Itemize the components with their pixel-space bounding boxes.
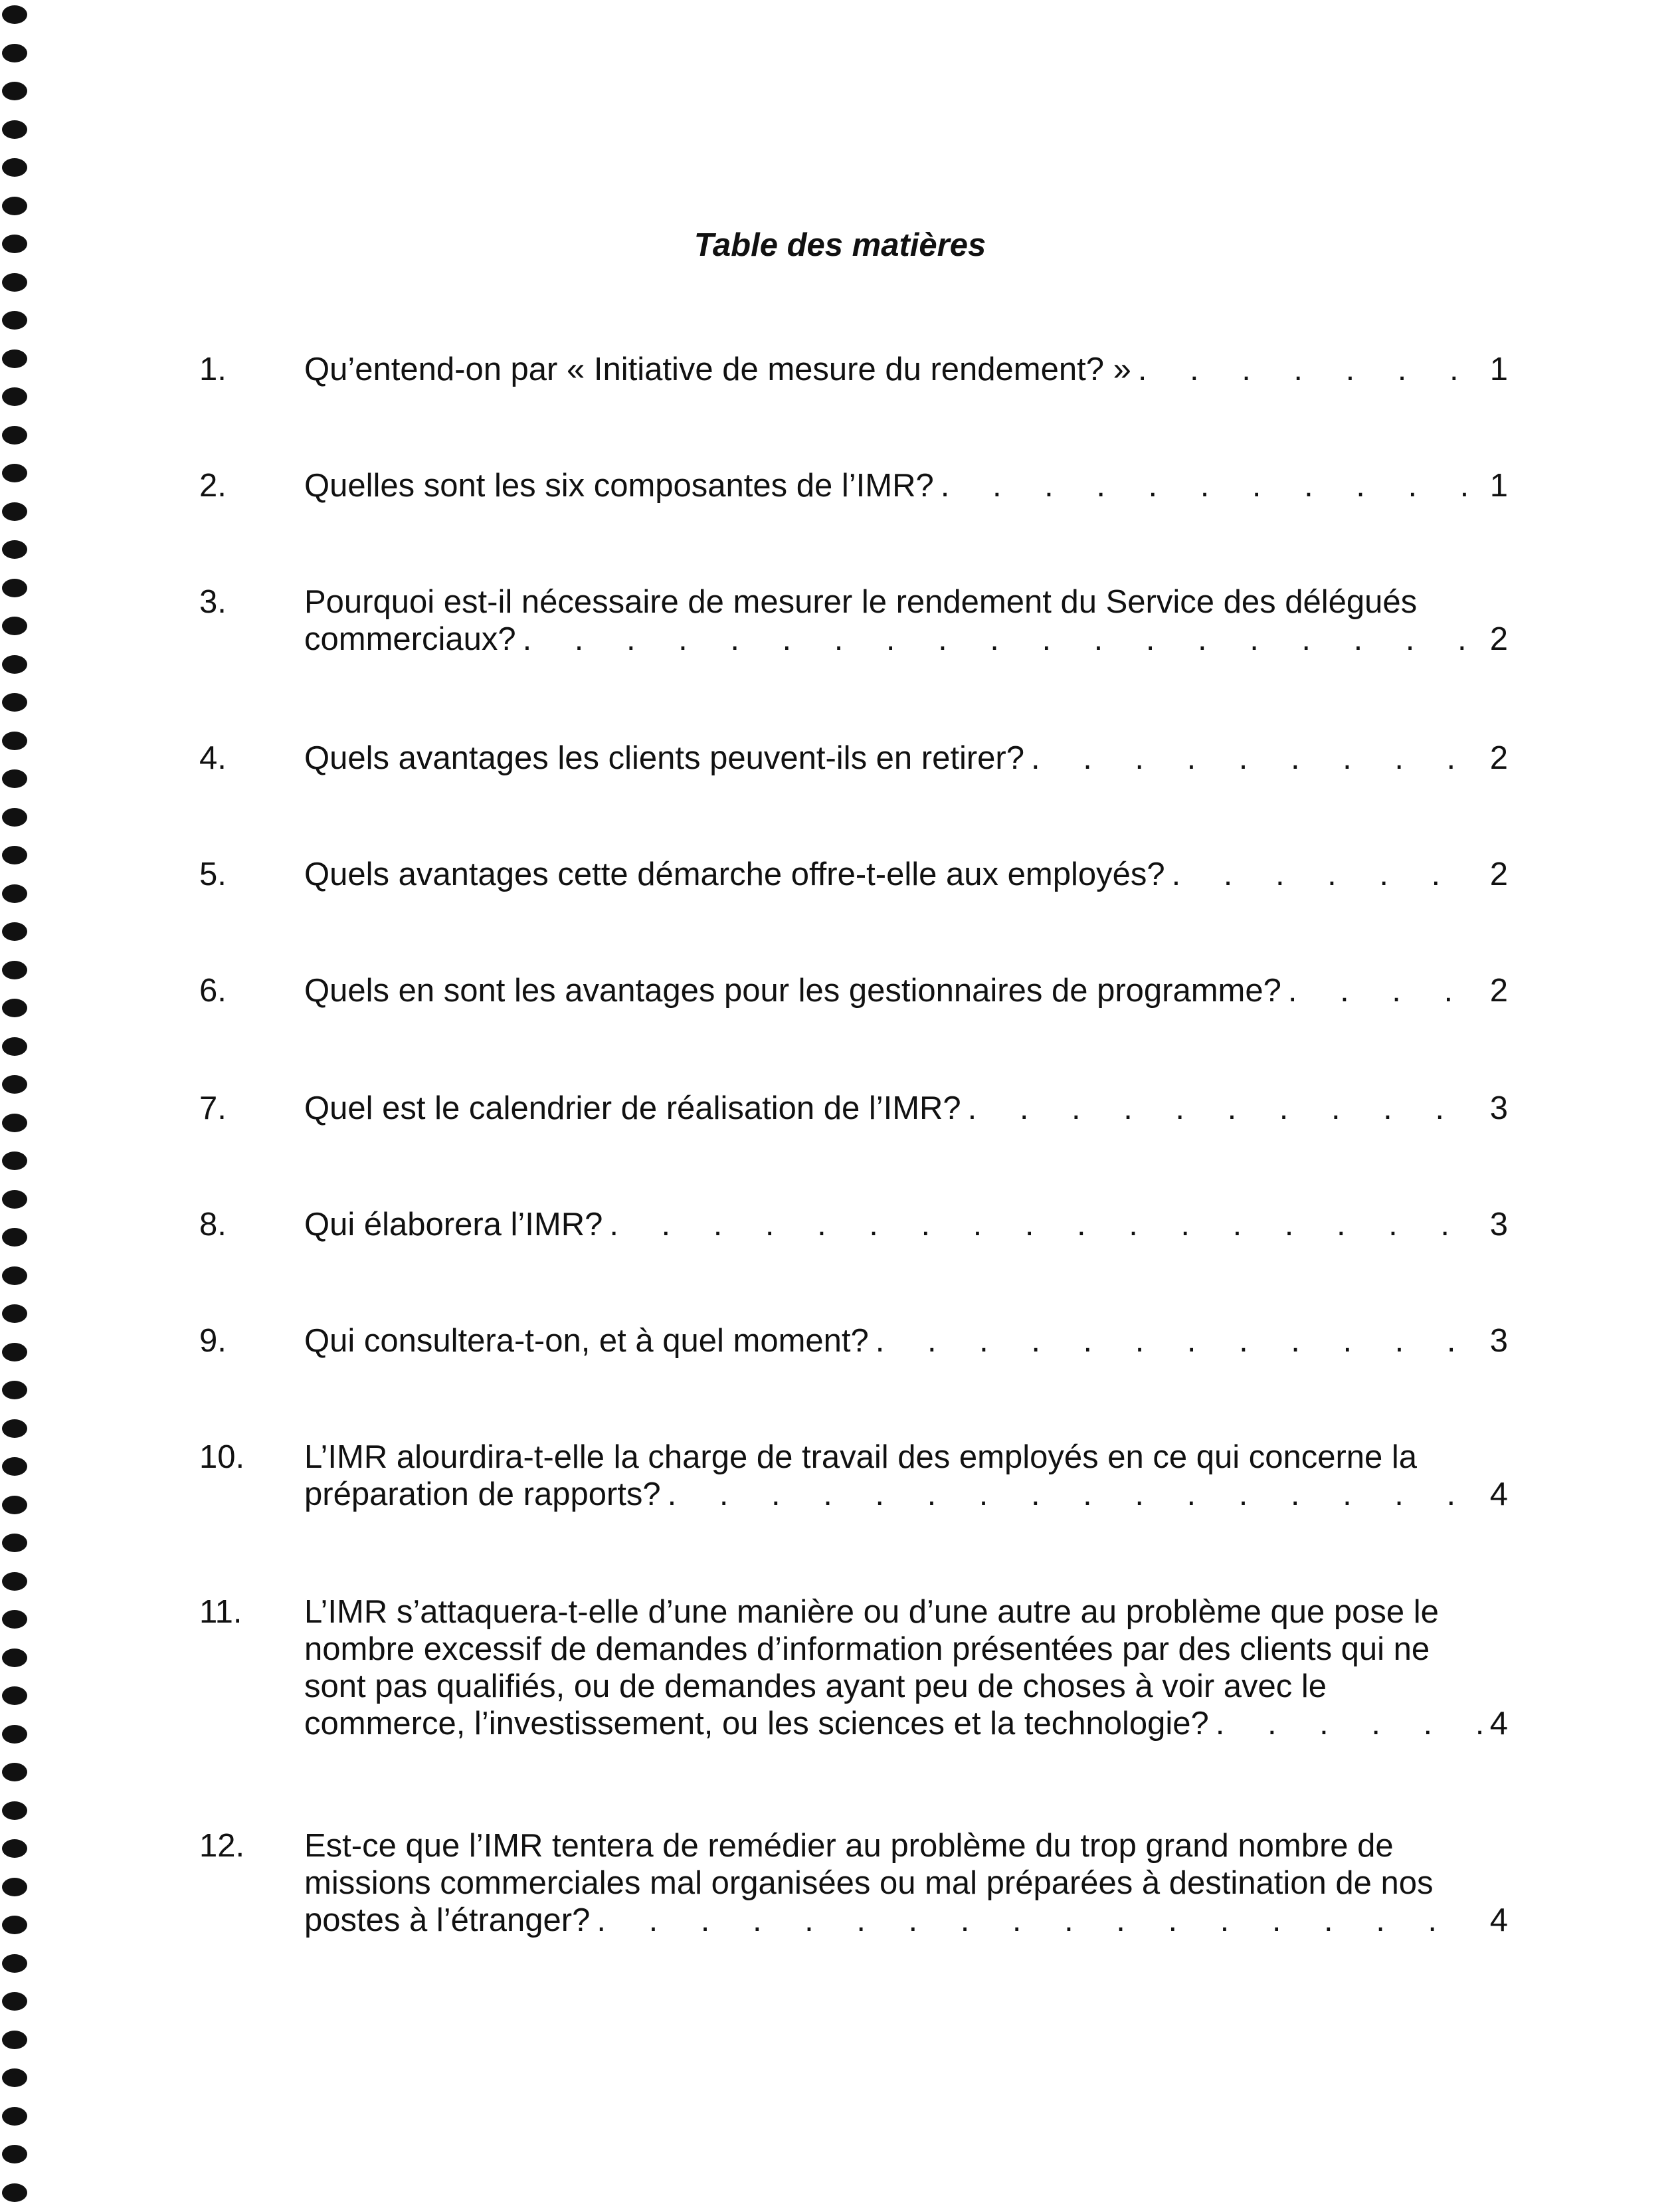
toc-entry-number: 4. [199,740,227,776]
dot-leader [1216,1705,1481,1742]
toc-entry-line: postes à l’étranger? [304,1902,591,1938]
toc-entry-final-line [304,1090,1508,1127]
toc-page-number: 2 [1489,621,1508,657]
toc-entry-line: Qui consultera-t-on, et à quel moment? [304,1323,869,1359]
toc-page-number: 3 [1489,1090,1508,1126]
toc-page-number: 4 [1489,1706,1508,1742]
toc-entry-line: L’IMR s’attaquera-t-elle d’une manière ou d’une autre au problème que pose le [304,1594,1439,1630]
dot-leader [1288,972,1481,1009]
toc-entry-number: 11. [199,1594,242,1630]
toc-entry-line: Qu’entend-on par « Initiative de mesure du rendement? » [304,351,1131,387]
toc-entry-text [304,1090,1508,1127]
toc-page-number: 3 [1489,1207,1508,1243]
toc-entry-final-line [304,1476,1508,1513]
toc-entry-number: 6. [199,973,227,1009]
toc-entry-line: Est-ce que l’IMR tentera de remédier au problème du trop grand nombre de [304,1828,1394,1864]
toc-entry-number: 9. [199,1323,227,1359]
dot-leader [597,1902,1481,1939]
toc-entry-line: Quel est le calendrier de réalisation de l’IMR? [304,1090,961,1126]
toc-page-number: 2 [1489,856,1508,892]
toc-entry-number: 5. [199,856,227,892]
toc-entry-number: 7. [199,1090,227,1126]
page-title: Table des matières [694,227,986,263]
toc-entry-line: commerciaux? [304,621,516,657]
toc-entry-final-line [304,1705,1508,1742]
toc-entry-number: 8. [199,1207,227,1243]
dot-leader [609,1206,1481,1243]
toc-entry-final-line [304,1322,1508,1359]
toc-entry-number: 2. [199,468,227,504]
dot-leader [941,467,1481,504]
toc-entry-line: Quels avantages cette démarche offre-t-elle aux employés? [304,856,1165,892]
toc-entry-line: Pourquoi est-il nécessaire de mesurer le rendement du Service des délégués [304,584,1418,620]
toc-entry-line: Quels avantages les clients peuvent-ils en retirer? [304,740,1025,776]
toc-page-number: 2 [1489,973,1508,1009]
dot-leader [1172,856,1481,893]
toc-entry-text [304,1593,1508,1742]
dot-leader [668,1476,1481,1513]
toc-page-number: 4 [1489,1902,1508,1938]
toc-entry-text [304,972,1508,1009]
toc-entry-text [304,1322,1508,1359]
toc-entry-number: 1. [199,351,227,387]
toc-page-number: 4 [1489,1476,1508,1512]
toc-entry-line: L’IMR alourdira-t-elle la charge de travail des employés en ce qui concerne la [304,1439,1418,1475]
toc-page-number: 2 [1489,740,1508,776]
toc-entry-final-line [304,1206,1508,1243]
toc-entry-text [304,583,1508,658]
toc-entry-line: nombre excessif de demandes d’information présentées par des clients qui ne [304,1631,1430,1667]
toc-entry-line: Quels en sont les avantages pour les gestionnaires de programme? [304,973,1281,1009]
toc-page-number: 1 [1489,351,1508,387]
toc-entry-final-line [304,351,1508,388]
toc-entry-number: 10. [199,1439,245,1475]
toc-entry-number: 3. [199,584,227,620]
toc-entry-final-line [304,740,1508,777]
dot-leader [968,1090,1481,1127]
toc-entry-text [304,1827,1508,1939]
toc-entry-text [304,1206,1508,1243]
toc-entry-text [304,351,1508,388]
toc-entry-line: préparation de rapports? [304,1476,661,1512]
toc-entry-text [304,467,1508,504]
toc-entry-line: Qui élaborera l’IMR? [304,1207,603,1243]
dot-leader [1031,740,1481,777]
toc-page-number: 1 [1489,468,1508,504]
dot-leader [1138,351,1481,388]
toc-entry-text [304,856,1508,893]
toc-entry-final-line [304,972,1508,1009]
toc-entry-line: Quelles sont les six composantes de l’IMR? [304,468,934,504]
toc-entry-text [304,740,1508,777]
toc-entry-number: 12. [199,1828,245,1864]
toc-entry-final-line [304,856,1508,893]
toc-page-number: 3 [1489,1323,1508,1359]
toc-entry-line: missions commerciales mal organisées ou mal préparées à destination de nos [304,1865,1434,1901]
toc-entry-final-line [304,467,1508,504]
dot-leader [876,1322,1481,1359]
toc-entry-line: commerce, l’investissement, ou les sciences et la technologie? [304,1706,1209,1742]
toc-entry-final-line [304,1902,1508,1939]
toc-entry-line: sont pas qualifiés, ou de demandes ayant peu de choses à voir avec le [304,1668,1327,1704]
toc-entry-text [304,1439,1508,1513]
dot-leader [523,621,1481,658]
toc-entry-final-line [304,621,1508,658]
